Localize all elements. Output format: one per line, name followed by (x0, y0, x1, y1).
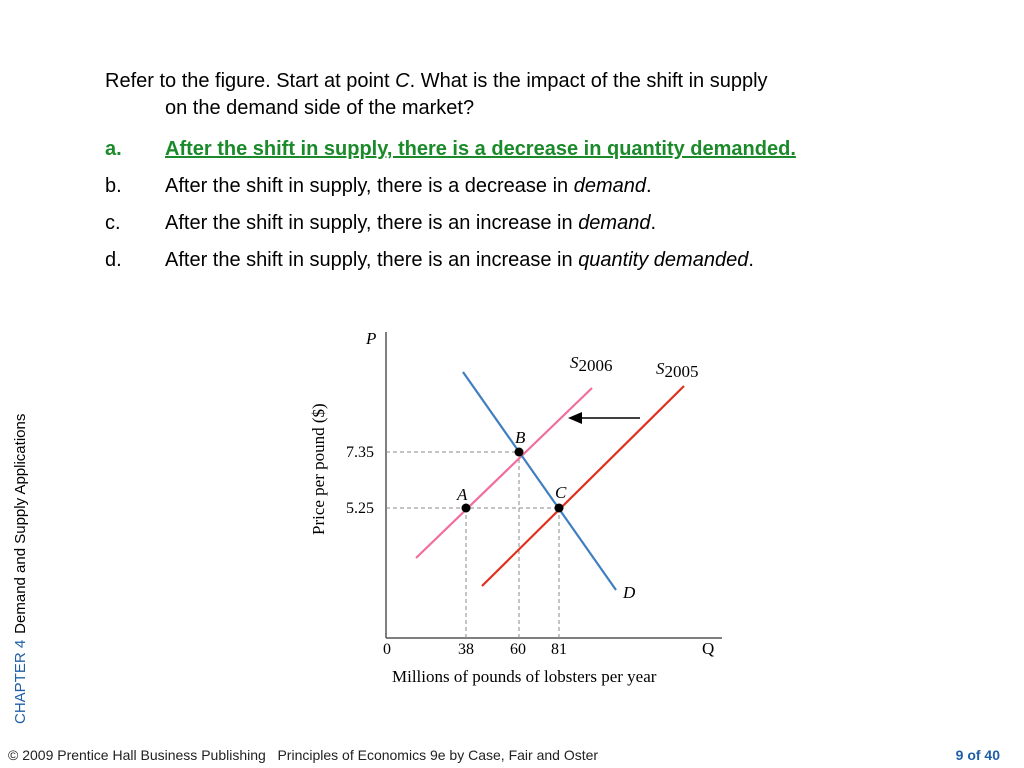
x-axis-symbol: Q (702, 639, 715, 658)
quantity-tick-81: 81 (551, 641, 567, 658)
demand-curve (463, 372, 616, 590)
option-a-text: After the shift in supply, there is a decrease in quantity demanded. (165, 138, 796, 160)
question-stem (105, 68, 1005, 122)
page-counter: 9 of 40 (955, 747, 1000, 763)
option-d-letter: d. (105, 249, 122, 271)
chapter-title: Demand and Supply Applications (12, 413, 29, 634)
chapter-number: CHAPTER 4 (12, 639, 29, 724)
copyright: © 2009 Prentice Hall Business Publishing (8, 747, 266, 763)
y-axis-title: Price per pound ($) (309, 403, 328, 535)
answer-options (105, 134, 1005, 282)
supply-2005-curve (482, 386, 684, 586)
demand-label: D (623, 583, 636, 602)
supply-2006-label: S2006 (570, 353, 613, 375)
option-b[interactable] (105, 171, 1005, 208)
price-tick-735: 7.35 (346, 444, 374, 461)
point-a-marker (462, 504, 471, 513)
question-line-2: on the demand side of the market? (165, 97, 475, 119)
origin-label: 0 (383, 641, 391, 658)
option-d-text: After the shift in supply, there is an increase in quantity demanded. (165, 249, 754, 271)
book-title: Principles of Economics 9e by Case, Fair and Oster (277, 747, 599, 763)
chapter-side-label (8, 304, 34, 724)
option-c[interactable] (105, 208, 1005, 245)
question-line-1: Refer to the figure. Start at point C. What is the impact of the shift in supply (105, 70, 768, 92)
quantity-tick-38: 38 (458, 641, 474, 658)
option-b-letter: b. (105, 175, 122, 197)
quantity-tick-60: 60 (510, 641, 526, 658)
shift-arrow (568, 412, 640, 424)
x-axis-title: Millions of pounds of lobsters per year (392, 667, 657, 686)
point-a-label: A (457, 485, 468, 504)
supply-demand-figure (290, 320, 730, 700)
option-b-text: After the shift in supply, there is a decrease in demand. (165, 175, 652, 197)
option-a[interactable] (105, 134, 1005, 171)
supply-2005-label: S2005 (656, 359, 699, 381)
option-c-letter: c. (105, 212, 121, 234)
point-c-marker (555, 504, 564, 513)
slide-footer (0, 740, 1024, 768)
option-d[interactable] (105, 245, 1005, 282)
footer-credits (8, 747, 598, 763)
point-b-marker (515, 448, 524, 457)
point-c-label: C (555, 483, 567, 502)
price-tick-525: 5.25 (346, 500, 374, 517)
option-c-text: After the shift in supply, there is an increase in demand. (165, 212, 657, 234)
option-a-letter: a. (105, 138, 122, 160)
point-b-label: B (515, 428, 526, 447)
supply-2006-curve (416, 388, 592, 558)
y-axis-symbol: P (366, 329, 377, 348)
